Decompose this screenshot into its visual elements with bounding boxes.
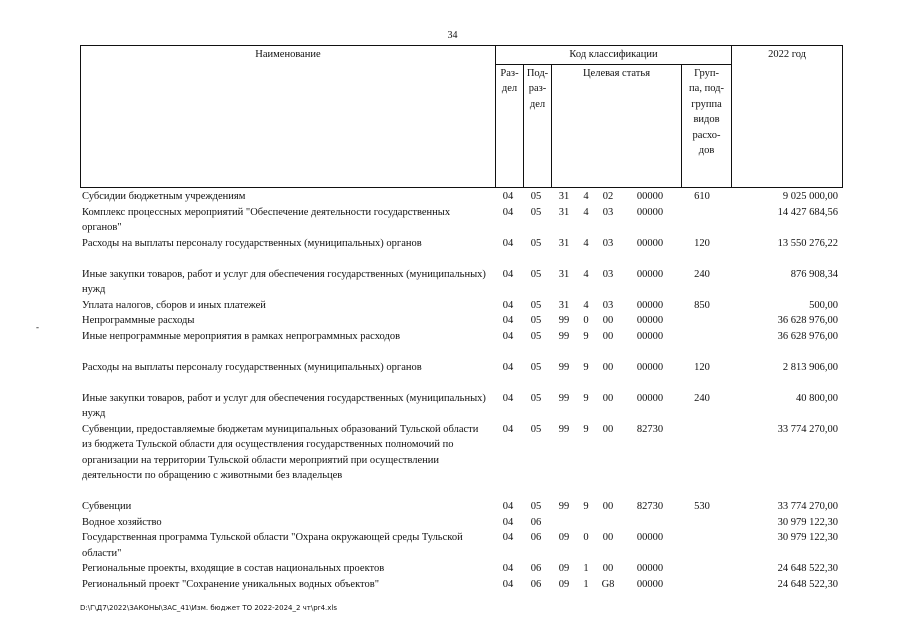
header-target: Целевая статья (552, 64, 682, 187)
row-target-4: 00000 (636, 206, 664, 218)
row-target-4: 00000 (636, 191, 664, 202)
row-target-4: 82730 (636, 423, 664, 435)
row-target-2: 0 (583, 532, 589, 543)
row-name: Комплекс процессных мероприятий "Обеспечение деятельности государственных органов" (82, 206, 451, 233)
table-row (80, 360, 842, 391)
row-target-2: 1 (583, 578, 589, 590)
table-row (80, 499, 842, 515)
row-group: 240 (694, 268, 710, 280)
row-target-3: G8 (601, 578, 615, 590)
row-target-3: 02 (602, 191, 614, 202)
row-target-1: 09 (558, 563, 570, 574)
row-podrazdel: 05 (530, 330, 542, 342)
row-podrazdel: 06 (530, 532, 542, 543)
table-row (80, 205, 842, 236)
row-group: 850 (694, 299, 710, 311)
row-razdel: 04 (502, 361, 514, 373)
row-podrazdel: 05 (530, 206, 542, 218)
row-razdel: 04 (502, 315, 514, 326)
row-target-4: 82730 (636, 501, 664, 512)
row-podrazdel: 05 (530, 237, 542, 249)
row-podrazdel: 05 (530, 501, 542, 512)
table-row (80, 298, 842, 314)
row-name: Иные закупки товаров, работ и услуг для обеспечения государственных (муниципальных) нужд (82, 392, 486, 419)
row-name: Расходы на выплаты персоналу государственных (муниципальных) органов (82, 361, 422, 373)
row-razdel: 04 (502, 563, 514, 574)
row-target-3: 03 (602, 299, 614, 311)
row-target-1: 09 (558, 532, 570, 543)
row-razdel: 04 (502, 578, 514, 590)
table-row (80, 530, 842, 561)
row-target-1: 99 (558, 423, 570, 435)
row-amount: 13 550 276,22 (777, 237, 838, 249)
row-target-3: 03 (602, 237, 614, 249)
row-amount: 2 813 906,00 (782, 361, 838, 373)
table-row (80, 577, 842, 593)
row-razdel: 04 (502, 501, 514, 512)
table-row (80, 515, 842, 531)
table-row (80, 391, 842, 422)
row-razdel: 04 (502, 191, 514, 202)
header-group: Груп- па, под- группа видов расхо- дов (682, 64, 732, 187)
row-target-3: 00 (602, 315, 614, 326)
row-target-2: 4 (583, 191, 589, 202)
row-target-3: 03 (602, 206, 614, 218)
row-amount: 14 427 684,56 (777, 206, 838, 218)
header-razdel: Раз- дел (496, 64, 524, 187)
row-name: Субвенции, предоставляемые бюджетам муниципальных образований Тульской области из бюджета Тульской области для осуществления государственных полномочий по организации на территории Тульской области мероприятий при осуществлении деятельности по обращению с животными без владельцев (82, 423, 479, 481)
row-group: 120 (694, 237, 710, 249)
row-podrazdel: 06 (530, 563, 542, 574)
row-target-1: 99 (558, 501, 570, 512)
row-target-4: 00000 (636, 532, 664, 543)
row-group: 530 (694, 501, 710, 512)
header-code: Код классификации (496, 46, 732, 65)
row-razdel: 04 (502, 423, 514, 435)
row-target-4: 00000 (636, 330, 664, 342)
row-amount: 33 774 270,00 (777, 501, 838, 512)
row-amount: 24 648 522,30 (777, 578, 838, 590)
table-row (80, 236, 842, 267)
row-target-2: 0 (583, 315, 589, 326)
page-number: 34 (447, 30, 458, 41)
row-name: Уплата налогов, сборов и иных платежей (82, 299, 266, 311)
row-target-3: 00 (602, 423, 614, 435)
table-header (80, 45, 843, 188)
row-target-3: 00 (602, 501, 614, 512)
row-target-4: 00000 (636, 299, 664, 311)
file-path-footer: D:\Г\Д7\2022\ЗАКОНЫ\ЗАС_41\Изм. бюджет ТО 2022-2024_2 чт\pr4.xls (80, 604, 337, 612)
table-row (80, 313, 842, 329)
row-razdel: 04 (502, 532, 514, 543)
row-amount: 36 628 976,00 (777, 330, 838, 342)
row-amount: 40 800,00 (796, 392, 838, 404)
row-name: Субсидии бюджетным учреждениям (82, 191, 246, 202)
row-target-3: 00 (602, 392, 614, 404)
row-razdel: 04 (502, 330, 514, 342)
header-name: Наименование (81, 46, 496, 188)
row-razdel: 04 (502, 392, 514, 404)
row-target-2: 9 (583, 423, 589, 435)
row-amount: 33 774 270,00 (777, 423, 838, 435)
row-target-3: 00 (602, 361, 614, 373)
row-target-2: 4 (583, 268, 589, 280)
row-target-2: 4 (583, 206, 589, 218)
row-target-4: 00000 (636, 361, 664, 373)
row-target-2: 4 (583, 237, 589, 249)
row-podrazdel: 05 (530, 392, 542, 404)
row-razdel: 04 (502, 299, 514, 311)
row-target-1: 99 (558, 392, 570, 404)
row-target-3: 00 (602, 563, 614, 574)
row-name: Иные закупки товаров, работ и услуг для обеспечения государственных (муниципальных) нужд (82, 268, 486, 295)
row-target-2: 9 (583, 361, 589, 373)
row-razdel: 04 (502, 206, 514, 218)
row-target-1: 99 (558, 315, 570, 326)
row-target-4: 00000 (636, 268, 664, 280)
row-target-1: 31 (558, 237, 570, 249)
header-podrazdel: Под- раз- дел (524, 64, 552, 187)
row-target-3: 00 (602, 532, 614, 543)
row-target-4: 00000 (636, 315, 664, 326)
table-row (80, 267, 842, 298)
row-amount: 500,00 (809, 299, 838, 311)
row-target-4: 00000 (636, 578, 664, 590)
row-name: Государственная программа Тульской области "Охрана окружающей среды Тульской области" (82, 532, 463, 559)
row-podrazdel: 05 (530, 315, 542, 326)
row-target-2: 9 (583, 330, 589, 342)
row-name: Непрограммные расходы (82, 315, 195, 326)
row-target-1: 99 (558, 361, 570, 373)
row-podrazdel: 05 (530, 268, 542, 280)
row-podrazdel: 05 (530, 299, 542, 311)
row-razdel: 04 (502, 516, 514, 528)
row-amount: 36 628 976,00 (777, 315, 838, 326)
row-podrazdel: 06 (530, 578, 542, 590)
row-podrazdel: 05 (530, 423, 542, 435)
row-target-1: 31 (558, 299, 570, 311)
row-amount: 876 908,34 (790, 268, 838, 280)
row-target-2: 9 (583, 501, 589, 512)
row-target-4: 00000 (636, 563, 664, 574)
margin-mark: - (36, 322, 39, 332)
row-target-1: 31 (558, 268, 570, 280)
row-target-2: 9 (583, 392, 589, 404)
row-podrazdel: 05 (530, 191, 542, 202)
row-name: Иные непрограммные мероприятия в рамках непрограммных расходов (82, 330, 401, 342)
row-podrazdel: 06 (530, 516, 542, 528)
row-target-1: 99 (558, 330, 570, 342)
row-amount: 30 979 122,30 (777, 516, 838, 528)
row-razdel: 04 (502, 237, 514, 249)
row-name: Водное хозяйство (82, 516, 162, 528)
row-amount: 24 648 522,30 (777, 563, 838, 574)
table-row (80, 189, 842, 205)
row-name: Региональные проекты, входящие в состав национальных проектов (82, 563, 385, 574)
table-row (80, 329, 842, 360)
row-target-1: 31 (558, 206, 570, 218)
row-target-2: 4 (583, 299, 589, 311)
row-amount: 30 979 122,30 (777, 532, 838, 543)
row-target-4: 00000 (636, 392, 664, 404)
row-target-1: 09 (558, 578, 570, 590)
row-group: 610 (694, 191, 710, 202)
table-row (80, 561, 842, 577)
row-target-3: 00 (602, 330, 614, 342)
row-name: Региональный проект "Сохранение уникальных водных объектов" (82, 578, 379, 590)
row-group: 120 (694, 361, 710, 373)
table-body (80, 189, 842, 592)
row-target-2: 1 (583, 563, 589, 574)
row-target-4: 00000 (636, 237, 664, 249)
row-name: Расходы на выплаты персоналу государственных (муниципальных) органов (82, 237, 422, 249)
row-target-3: 03 (602, 268, 614, 280)
row-target-1: 31 (558, 191, 570, 202)
row-amount: 9 025 000,00 (782, 191, 838, 202)
row-podrazdel: 05 (530, 361, 542, 373)
table-row (80, 422, 842, 500)
row-name: Субвенции (82, 501, 132, 512)
row-group: 240 (694, 392, 710, 404)
header-year: 2022 год (732, 46, 843, 188)
row-razdel: 04 (502, 268, 514, 280)
